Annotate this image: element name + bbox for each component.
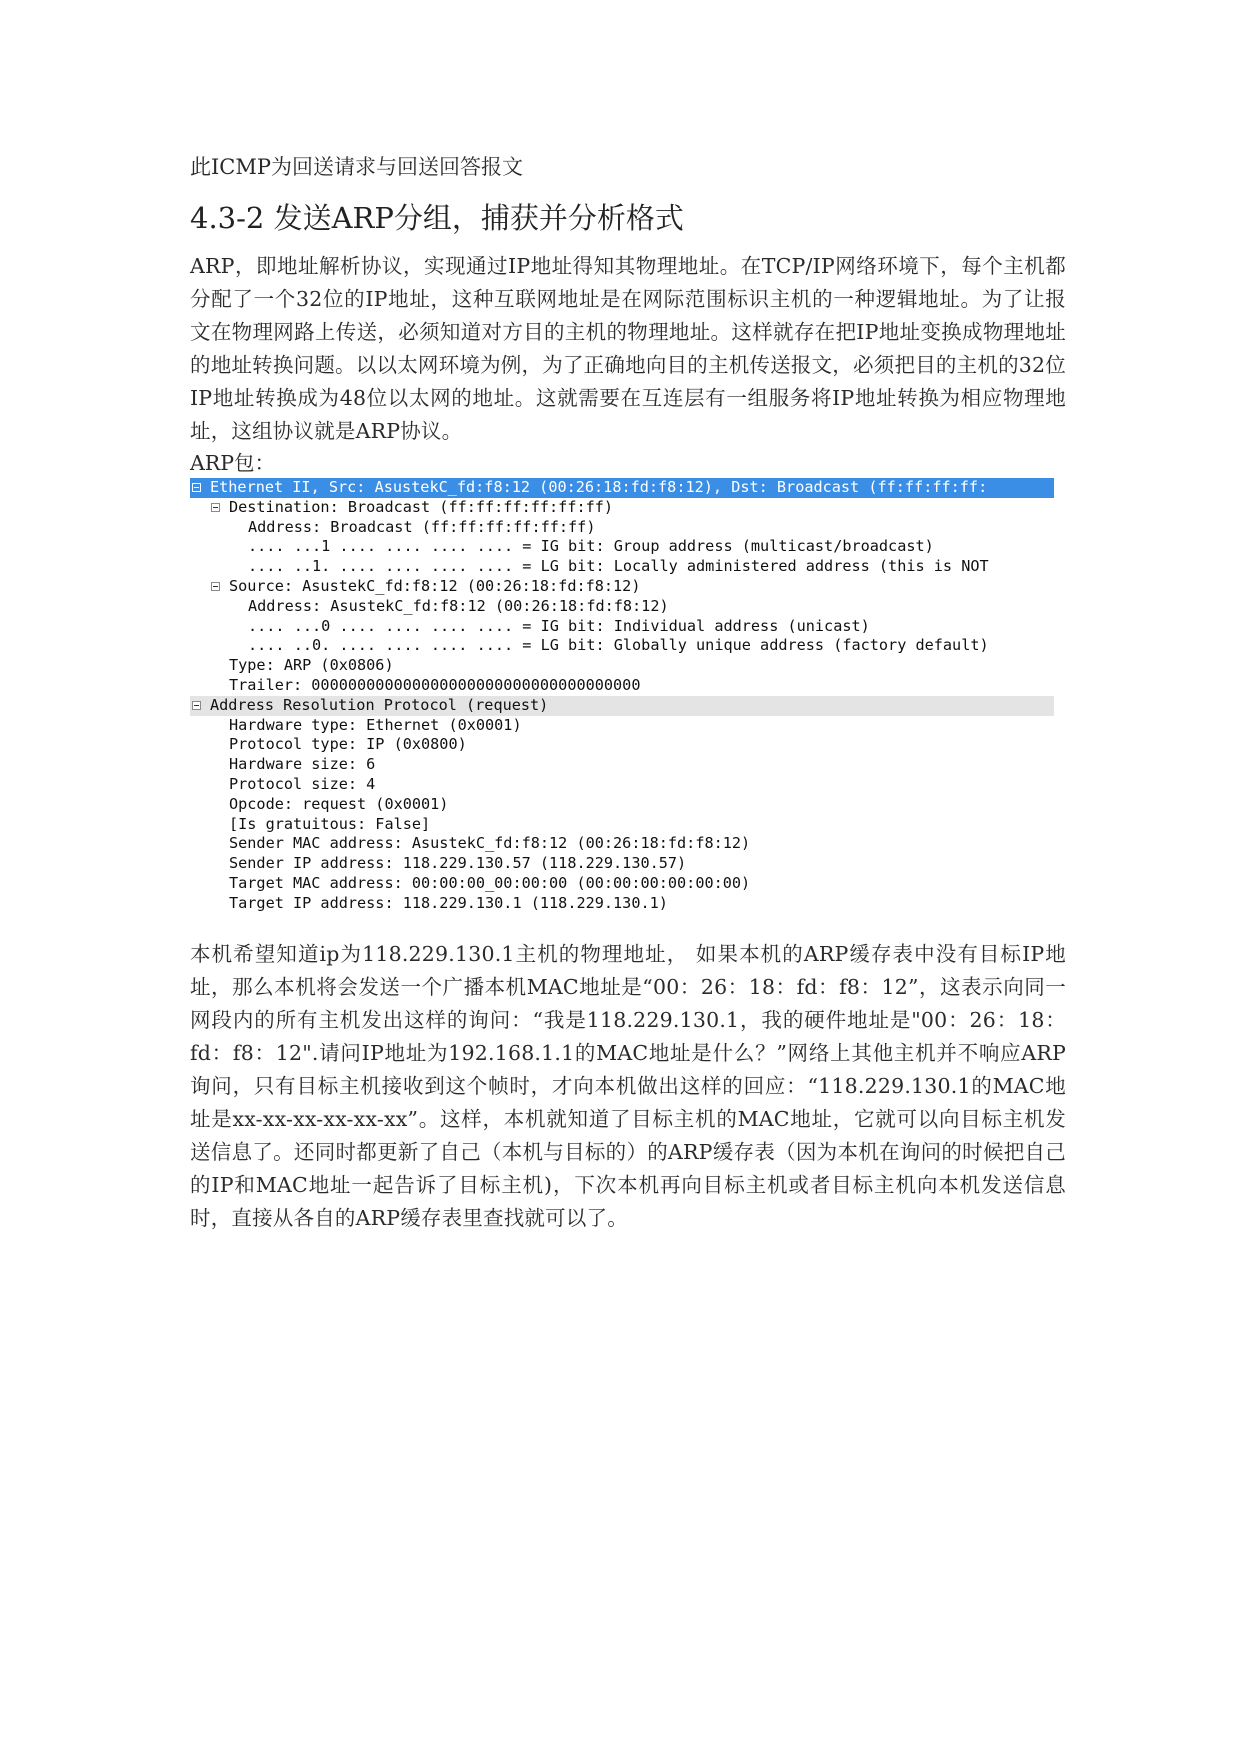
collapse-toggle-icon[interactable] xyxy=(192,701,201,710)
tree-row-text: .... ...1 .... .... .... .... = IG bit: Group address (multicast/broadcast) xyxy=(248,537,934,556)
collapse-toggle-icon[interactable] xyxy=(192,483,201,492)
tree-row[interactable] xyxy=(190,518,1054,538)
tree-row[interactable] xyxy=(190,775,1054,795)
tree-row[interactable] xyxy=(190,815,1054,835)
tree-row-text: Destination: Broadcast (ff:ff:ff:ff:ff:ff) xyxy=(229,497,614,516)
tree-row-arp-header[interactable] xyxy=(190,696,1054,716)
tree-row[interactable] xyxy=(190,735,1054,755)
tree-row[interactable] xyxy=(190,834,1054,854)
tree-row[interactable] xyxy=(190,854,1054,874)
tree-row-text: Address: AsustekC_fd:f8:12 (00:26:18:fd:f8:12) xyxy=(248,596,669,615)
tree-row-text: Sender MAC address: AsustekC_fd:f8:12 (00:26:18:fd:f8:12) xyxy=(229,834,751,853)
tree-row[interactable] xyxy=(190,617,1054,637)
tree-row-text: .... ..1. .... .... .... .... = LG bit: Locally administered address (this is NOT xyxy=(248,557,989,576)
tree-row-text: Hardware size: 6 xyxy=(229,755,376,774)
tree-row-text: Opcode: request (0x0001) xyxy=(229,794,449,813)
tree-row-type[interactable] xyxy=(190,656,1054,676)
tree-row[interactable] xyxy=(190,894,1054,914)
tree-row[interactable] xyxy=(190,874,1054,894)
tree-row-text: Protocol type: IP (0x0800) xyxy=(229,735,467,754)
tree-row[interactable] xyxy=(190,597,1054,617)
intro-line: 此ICMP为回送请求与回送回答报文 xyxy=(190,155,523,179)
tree-row-text: .... ..0. .... .... .... .... = LG bit: Globally unique address (factory default) xyxy=(248,636,989,655)
tree-row[interactable] xyxy=(190,795,1054,815)
tree-row-text: Target MAC address: 00:00:00_00:00:00 (00:00:00:00:00:00) xyxy=(229,873,751,892)
section-heading: 4.3-2 发送ARP分组，捕获并分析格式 xyxy=(190,201,684,235)
tree-row-text: Trailer: 000000000000000000000000000000000000 xyxy=(229,675,641,694)
tree-row-text: Address: Broadcast (ff:ff:ff:ff:ff:ff) xyxy=(248,517,596,536)
packet-caption: ARP包： xyxy=(190,451,276,475)
tree-row[interactable] xyxy=(190,537,1054,557)
tree-row-text: Sender IP address: 118.229.130.57 (118.229.130.57) xyxy=(229,854,687,873)
tree-row[interactable] xyxy=(190,755,1054,775)
tree-row-text: Source: AsustekC_fd:f8:12 (00:26:18:fd:f8:12) xyxy=(229,576,641,595)
tree-row-text: Address Resolution Protocol (request) xyxy=(210,695,549,714)
tree-row[interactable] xyxy=(190,557,1054,577)
tree-row[interactable] xyxy=(190,636,1054,656)
tree-row-ethernet-header[interactable] xyxy=(190,478,1054,498)
tree-row-text: Type: ARP (0x0806) xyxy=(229,656,394,675)
tree-row-trailer[interactable] xyxy=(190,676,1054,696)
tree-row-text: Ethernet II, Src: AsustekC_fd:f8:12 (00:26:18:fd:f8:12), Dst: Broadcast (ff:ff:ff:ff: xyxy=(210,478,988,496)
collapse-toggle-icon[interactable] xyxy=(211,503,220,512)
tree-row-text: [Is gratuitous: False] xyxy=(229,814,431,833)
tree-row-text: Hardware type: Ethernet (0x0001) xyxy=(229,715,522,734)
tree-row-text: Protocol size: 4 xyxy=(229,774,376,793)
tree-row[interactable] xyxy=(190,716,1054,736)
tree-row-text: Target IP address: 118.229.130.1 (118.229.130.1) xyxy=(229,893,668,912)
arp-explanation-paragraph: 本机希望知道ip为118.229.130.1主机的物理地址， 如果本机的ARP缓存表中没有目标IP地址，那么本机将会发送一个广播本机MAC地址是“00：26：18：fd：f8：12”，这表示向同一网段内的所有主机发出这样的询问：“我是118.229.130.1，我的硬件地址是"00：26：18：fd：f8：12".请问IP地址为192.168.1.1的MAC地址是什么？”网络上其他主机并不响应ARP询问，只有目标主机接收到这个帧时，才向本机做出这样的回应：“118.229.130.1的MAC地址是xx-xx-xx-xx-xx-xx”。这样，本机就知道了目标主机的MAC地址，它就可以向目标主机发送信息了。还同时都更新了自己（本机与目标的）的ARP缓存表（因为本机在询问的时候把自己的IP和MAC地址一起告诉了目标主机)，下次本机再向目标主机或者目标主机向本机发送信息时，直接从各自的ARP缓存表里查找就可以了。 xyxy=(190,942,1066,1230)
tree-row-destination[interactable] xyxy=(190,498,1054,518)
tree-row-text: .... ...0 .... .... .... .... = IG bit: Individual address (unicast) xyxy=(248,616,870,635)
tree-row-source[interactable] xyxy=(190,577,1054,597)
packet-detail-tree xyxy=(190,478,1054,918)
arp-description-paragraph: ARP，即地址解析协议，实现通过IP地址得知其物理地址。在TCP/IP网络环境下，每个主机都分配了一个32位的IP地址，这种互联网地址是在网际范围标识主机的一种逻辑地址。为了让报文在物理网路上传送，必须知道对方目的主机的物理地址。这样就存在把IP地址变换成物理地址的地址转换问题。以以太网环境为例，为了正确地向目的主机传送报文，必须把目的主机的32位IP地址转换成为48位以太网的地址。这就需要在互连层有一组服务将IP地址转换为相应物理地址，这组协议就是ARP协议。 xyxy=(190,254,1066,443)
collapse-toggle-icon[interactable] xyxy=(211,582,220,591)
